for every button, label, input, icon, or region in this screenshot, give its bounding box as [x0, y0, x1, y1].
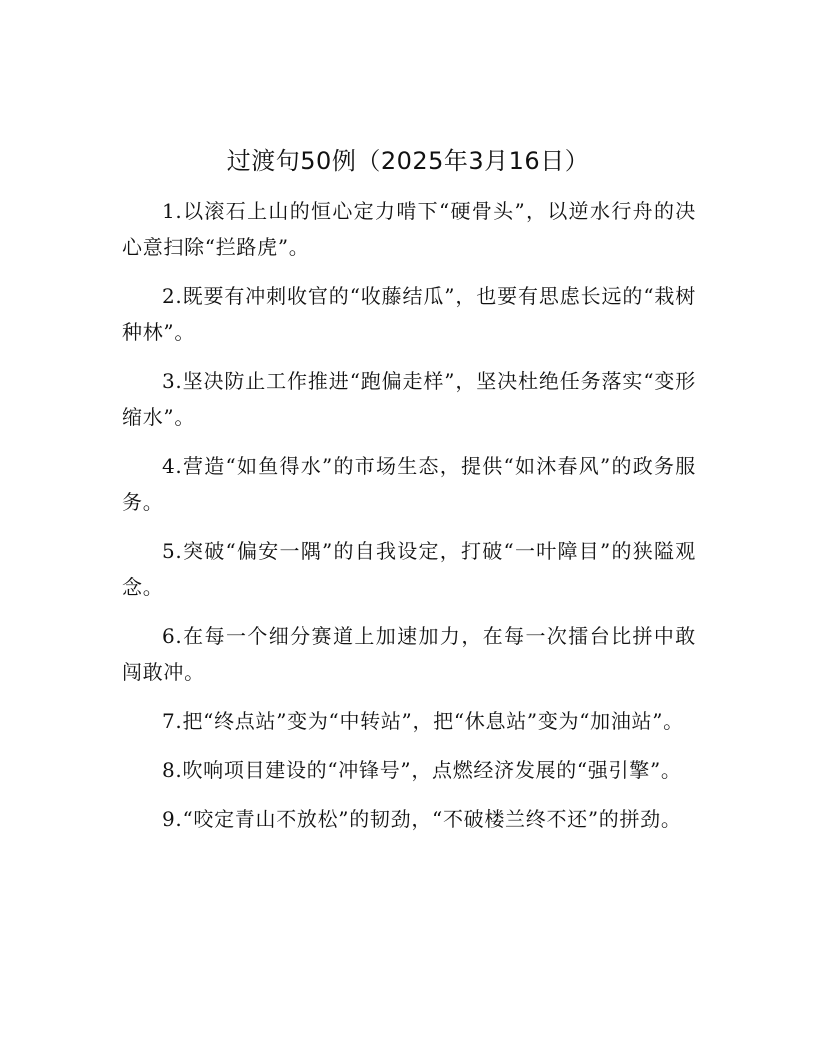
paragraph-item: 7.把“终点站”变为“中转站”，把“休息站”变为“加油站”。: [162, 709, 684, 733]
paragraph-item: 3.坚决防止工作推进“跑偏走样”，坚决杜绝任务落实“变形缩水”。: [122, 369, 696, 429]
paragraph-item: 2.既要有冲刺收官的“收藤结瓜”，也要有思虑长远的“栽树种林”。: [122, 284, 696, 344]
document-body: [122, 193, 696, 850]
paragraph-item: 6.在每一个细分赛道上加速加力，在每一次擂台比拼中敢闯敢冲。: [122, 624, 696, 684]
paragraph-item: 5.突破“偏安一隅”的自我设定，打破“一叶障目”的狭隘观念。: [122, 539, 696, 599]
paragraph-item: 4.营造“如鱼得水”的市场生态，提供“如沐春风”的政务服务。: [122, 454, 696, 514]
paragraph-item: 8.吹响项目建设的“冲锋号”，点燃经济发展的“强引擎”。: [162, 758, 682, 782]
paragraph-item: 1.以滚石上山的恒心定力啃下“硬骨头”，以逆水行舟的决心意扫除“拦路虎”。: [122, 199, 696, 259]
paragraph-item: 9.“咬定青山不放松”的韧劲，“不破楼兰终不还”的拼劲。: [162, 807, 682, 831]
document-title: 过渡句50例（2025年3月16日）: [226, 147, 590, 175]
